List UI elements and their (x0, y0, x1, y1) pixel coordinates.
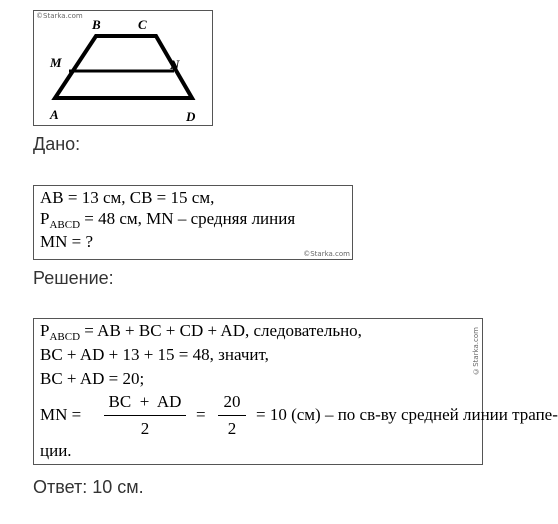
solution-line-1-rest: = AB + BC + CD + AD, следовательно, (80, 321, 362, 340)
solution-line-2: BC + AD + 13 + 15 = 48, значит, (40, 345, 269, 364)
vertex-label-n: N (170, 57, 180, 72)
given-line-2-rest: = 48 см, MN – средняя линия (80, 209, 296, 228)
watermark: ©Starka.com (472, 327, 480, 375)
solution-line-last: ции. (40, 441, 72, 460)
solution-heading: Решение: (33, 268, 114, 288)
vertex-label-c: C (138, 17, 147, 32)
trapezoid-figure (33, 10, 213, 126)
given-box (33, 185, 353, 260)
vertex-label-d: D (186, 109, 196, 124)
fraction-2 (218, 392, 246, 439)
solution-line-3: BC + AD = 20; (40, 369, 145, 388)
fraction-1-bar (104, 415, 186, 416)
perimeter-symbol: P (40, 321, 50, 340)
answer-text: Ответ: 10 см. (33, 477, 144, 497)
solution-line-1 (40, 321, 362, 341)
fraction-1-numerator: BC + AD (108, 392, 182, 411)
mn-lhs: MN = (40, 405, 82, 424)
watermark: ©Starka.com (303, 250, 350, 258)
fraction-2-numerator: 20 (223, 392, 241, 411)
watermark: ©Starka.com (36, 12, 83, 20)
mn-result: = 10 (см) – по св-ву средней линии трапе- (256, 405, 558, 424)
vertex-label-m: M (50, 55, 62, 70)
given-heading: Дано: (33, 134, 81, 154)
perimeter-symbol: P (40, 209, 50, 228)
fraction-2-bar (218, 415, 246, 416)
vertex-label-b: B (92, 17, 101, 32)
solution-box (33, 318, 558, 465)
given-line-3: MN = ? (40, 232, 94, 251)
equals-sign: = (196, 405, 206, 424)
fraction-1-denominator: 2 (140, 419, 150, 438)
given-line-1: AB = 13 см, CB = 15 см, (40, 188, 215, 207)
fraction-1 (104, 392, 186, 439)
given-line-2 (40, 209, 295, 229)
perimeter-subscript: ABCD (49, 331, 81, 343)
fraction-2-denominator: 2 (227, 419, 237, 438)
perimeter-subscript: ABCD (49, 219, 81, 231)
vertex-label-a: A (50, 107, 59, 122)
